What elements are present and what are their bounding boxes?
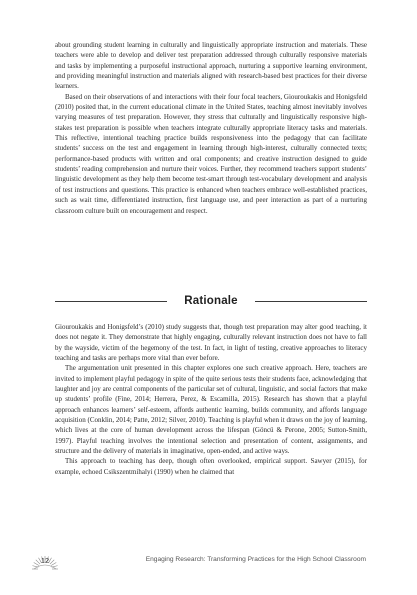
heading-rule-right: [255, 301, 367, 302]
paragraph: Based on their observations of and interactions with their four focal teachers, Giouroukakis and Honigsfeld (2010) posited that, in the current educational climate in the United States, teaching almost inevitably involves varying measures of test preparation. However, they stress that culturally and linguistically responsive high-stakes test preparation is possible when teachers integrate culturally appropriate literacy tasks and materials. This reflective, intentional teaching practice builds responsiveness into the pedagogy that can facilitate students’ success on the test and engagement in learning through high-interest, culturally connected texts; performance-based products with written and oral components; and creative instruction designed to guide students’ reading comprehension and nurture their voices. Further, they recommend teachers support students’ linguistic development as they help them become test-smart through test-vocabulary development and analysis of test instructions and questions. This practice is enhanced when teachers embrace well-established practices, such as wait time, differentiated instruction, first language use, and peer interaction as part of a nurturing classroom culture built on encouragement and respect.: [55, 92, 367, 215]
section-heading: Rationale: [184, 295, 238, 307]
page-footer: [30, 547, 390, 571]
body-text-top: [55, 40, 367, 216]
paragraph: The argumentation unit presented in this chapter explores one such creative approach. Here, teachers are invited to implement playful pedagogy in spite of the quite serious tests their students face, acknowledging that laughter and joy are central components of the particular set of cultural, linguistic, and social factors that make up students’ profile (Fine, 2014; Herrera, Perez, & Escamilla, 2015). Research has shown that a playful approach enhances learners’ self-esteem, affords authentic learning, builds community, and affords language acquisition (Conklin, 2014; Patte, 2012; Silver, 2010). Teaching is playful when it draws on the joy of learning, which lives at the core of human development across the lifespan (Göncü & Perone, 2005; Sutton-Smith, 1997). Playful teaching involves the intentional selection and presentation of content, assignments, and structure and the delivery of materials in imaginative, open-ended, and active ways.: [55, 364, 367, 456]
section-heading-block: [55, 292, 367, 312]
page-number: 12: [40, 556, 50, 565]
paragraph: about grounding student learning in culturally and linguistically appropriate instruction and materials. These teachers were able to develop and deliver test preparation addressed through culturally responsive materials and tasks by implementing a purposeful instructional approach, nurturing a supportive learning environment, and providing meaningful instruction and materials aligned with research-based best practices for their diverse learners.: [55, 41, 367, 91]
paragraph: Giouroukakis and Honigsfeld’s (2010) study suggests that, though test preparation may alter good teaching, it does not negate it. They demonstrate that highly engaging, culturally relevant instruction does not have to fall by the wayside, victim of the hegemony of the test. In fact, in light of testing, creative approaches to literacy teaching and tasks are perhaps more vital than ever before.: [55, 323, 367, 363]
paragraph: This approach to teaching has deep, though often overlooked, empirical support. Sawyer (2015), for example, echoed Csikszentmihalyi (1990) when he claimed that: [55, 457, 367, 476]
body-text-bottom: [55, 322, 367, 477]
running-title: Engaging Research: Transforming Practices for the High School Classroom: [145, 556, 366, 563]
